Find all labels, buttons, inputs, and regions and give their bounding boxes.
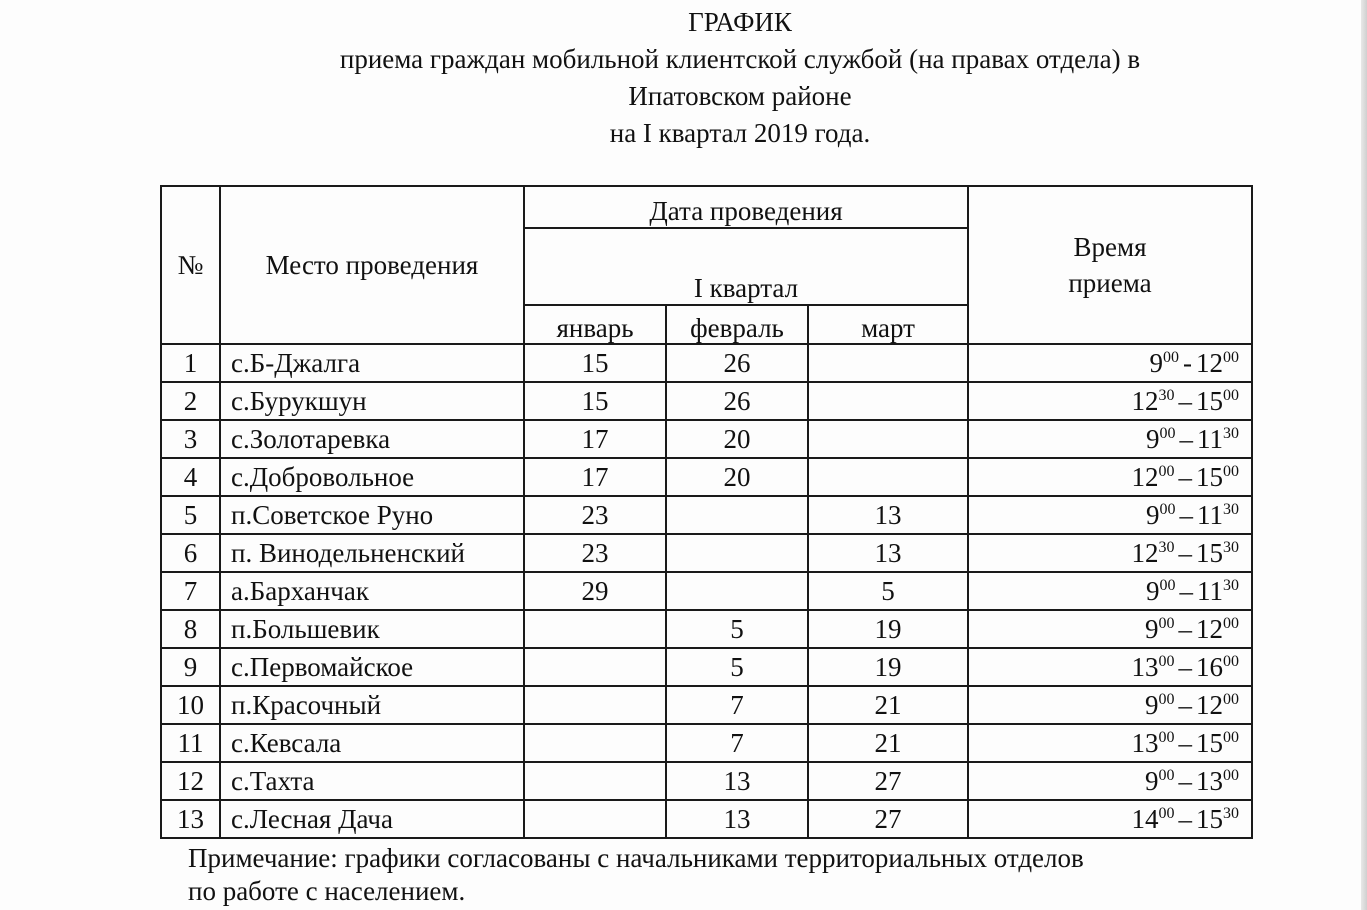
time-start-hour: 12 [1131,538,1159,568]
row-place: п.Красочный [220,686,524,724]
table-row [161,382,1252,420]
time-separator: – [1178,804,1192,834]
column-header-time [968,186,1252,344]
time-end-minutes: 00 [1223,653,1239,670]
row-number: 13 [161,800,220,838]
row-march-day: 13 [808,534,968,572]
time-start-minutes: 00 [1158,691,1175,708]
time-end-minutes: 00 [1223,615,1239,632]
time-start-minutes: 00 [1159,577,1176,594]
time-end-hour: 12 [1196,690,1223,720]
row-place: п. Винодельненский [220,534,524,572]
row-january-day [524,648,666,686]
row-place: с.Б-Джалга [220,344,524,382]
time-separator: – [1179,500,1193,530]
row-march-day [808,420,968,458]
time-separator: – [1178,690,1192,720]
time-start-minutes: 00 [1163,349,1179,366]
time-start-hour: 9 [1146,576,1160,606]
time-end-minutes: 30 [1223,577,1239,594]
row-reception-time [968,800,1252,838]
row-place: а.Барханчак [220,572,524,610]
time-end-minutes: 30 [1223,805,1239,822]
column-header-number: № [161,186,220,344]
time-end-minutes: 00 [1223,691,1239,708]
row-january-day: 29 [524,572,666,610]
row-number: 10 [161,686,220,724]
schedule-table [160,185,1253,839]
time-end-minutes: 00 [1223,349,1239,366]
time-start-minutes: 30 [1158,539,1175,556]
row-number: 6 [161,534,220,572]
time-end-hour: 15 [1196,462,1223,492]
row-march-day: 19 [808,648,968,686]
row-number: 11 [161,724,220,762]
time-end-minutes: 30 [1223,501,1239,518]
time-end-minutes: 30 [1223,425,1239,442]
time-end-hour: 11 [1197,424,1223,454]
row-february-day: 26 [666,344,808,382]
row-number: 2 [161,382,220,420]
document-subtitle-line-1: приема граждан мобильной клиентской службой (на правах отдела) в [339,44,1141,74]
row-january-day [524,686,666,724]
document-header [0,4,1367,152]
row-january-day [524,800,666,838]
row-number: 4 [161,458,220,496]
document-subtitle-line-3: на I квартал 2019 года. [609,118,871,148]
time-end-minutes: 00 [1223,729,1239,746]
row-february-day: 26 [666,382,808,420]
footnote-line-2: по работе с населением. [188,876,466,906]
row-reception-time [968,610,1252,648]
row-place: п.Большевик [220,610,524,648]
row-place: с.Первомайское [220,648,524,686]
time-start-hour: 12 [1131,386,1159,416]
table-row [161,344,1252,382]
row-january-day: 17 [524,420,666,458]
time-start-minutes: 00 [1158,615,1175,632]
row-place: с.Тахта [220,762,524,800]
document-title: ГРАФИК [688,7,792,37]
table-row [161,458,1252,496]
row-reception-time [968,496,1252,534]
row-place: с.Добровольное [220,458,524,496]
time-start-minutes: 30 [1158,387,1175,404]
row-reception-time [968,762,1252,800]
row-january-day: 15 [524,382,666,420]
time-start-minutes: 00 [1159,425,1176,442]
time-end-hour: 15 [1196,386,1223,416]
row-number: 8 [161,610,220,648]
row-number: 7 [161,572,220,610]
time-end-minutes: 30 [1223,539,1239,556]
row-january-day [524,762,666,800]
time-end-minutes: 00 [1223,463,1239,480]
time-start-hour: 9 [1145,690,1159,720]
time-separator: - [1183,348,1192,378]
row-reception-time [968,534,1252,572]
time-separator: – [1178,766,1192,796]
row-march-day: 21 [808,724,968,762]
time-start-minutes: 00 [1159,501,1176,518]
row-february-day: 20 [666,458,808,496]
row-number: 9 [161,648,220,686]
column-header-date: Дата проведения [524,186,968,228]
time-end-hour: 15 [1196,538,1223,568]
row-february-day: 7 [666,724,808,762]
time-start-hour: 9 [1146,500,1160,530]
time-start-hour: 9 [1145,614,1159,644]
column-header-place: Место проведения [220,186,524,344]
row-place: с.Кевсала [220,724,524,762]
row-reception-time [968,648,1252,686]
time-separator: – [1178,652,1192,682]
column-header-month: март [808,305,968,344]
time-end-hour: 16 [1196,652,1223,682]
time-end-hour: 13 [1196,766,1223,796]
time-separator: – [1179,424,1193,454]
row-january-day: 15 [524,344,666,382]
row-reception-time [968,382,1252,420]
row-february-day [666,572,808,610]
time-start-hour: 12 [1131,462,1159,492]
time-start-hour: 9 [1146,424,1160,454]
table-row [161,762,1252,800]
row-number: 3 [161,420,220,458]
row-number: 1 [161,344,220,382]
row-march-day: 5 [808,572,968,610]
row-march-day: 13 [808,496,968,534]
table-row [161,420,1252,458]
row-february-day [666,534,808,572]
row-march-day [808,344,968,382]
time-end-hour: 15 [1196,728,1223,758]
row-march-day [808,382,968,420]
table-row [161,496,1252,534]
scan-edge [1361,0,1367,910]
row-reception-time [968,686,1252,724]
row-place: п.Советское Руно [220,496,524,534]
row-reception-time [968,572,1252,610]
row-february-day: 5 [666,648,808,686]
row-february-day: 20 [666,420,808,458]
time-start-minutes: 00 [1158,729,1175,746]
row-january-day [524,724,666,762]
time-end-minutes: 00 [1223,767,1239,784]
time-end-hour: 12 [1196,348,1223,378]
time-start-hour: 9 [1145,766,1159,796]
column-header-month: январь [524,305,666,344]
row-january-day: 17 [524,458,666,496]
table-row [161,724,1252,762]
footnote-line-1: Примечание: графики согласованы с начальниками территориальных отделов [188,843,1084,873]
time-separator: – [1179,576,1193,606]
footnote [188,842,1288,908]
row-february-day: 5 [666,610,808,648]
time-separator: – [1178,462,1192,492]
time-start-minutes: 00 [1158,767,1175,784]
row-place: с.Золотаревка [220,420,524,458]
document-subtitle-line-2: Ипатовском районе [628,81,852,111]
row-reception-time [968,344,1252,382]
time-separator: – [1178,614,1192,644]
time-end-minutes: 00 [1223,387,1239,404]
time-separator: – [1178,386,1192,416]
row-reception-time [968,420,1252,458]
row-place: с.Лесная Дача [220,800,524,838]
table-row [161,572,1252,610]
time-separator: – [1178,728,1192,758]
time-end-hour: 12 [1196,614,1223,644]
row-reception-time [968,724,1252,762]
row-march-day [808,458,968,496]
time-start-minutes: 00 [1158,805,1175,822]
row-january-day [524,610,666,648]
time-start-hour: 14 [1131,804,1159,834]
time-end-hour: 15 [1196,804,1223,834]
time-end-hour: 11 [1197,576,1223,606]
row-number: 5 [161,496,220,534]
column-header-time-line-2: приема [1068,268,1152,298]
row-march-day: 19 [808,610,968,648]
row-march-day: 27 [808,762,968,800]
time-end-hour: 11 [1197,500,1223,530]
row-reception-time [968,458,1252,496]
row-february-day: 7 [666,686,808,724]
row-january-day: 23 [524,534,666,572]
time-separator: – [1178,538,1192,568]
time-start-hour: 13 [1131,728,1159,758]
time-start-hour: 9 [1149,348,1163,378]
row-march-day: 27 [808,800,968,838]
row-february-day: 13 [666,800,808,838]
time-start-hour: 13 [1131,652,1159,682]
row-february-day: 13 [666,762,808,800]
table-row [161,534,1252,572]
table-row [161,648,1252,686]
time-start-minutes: 00 [1158,653,1175,670]
table-row [161,800,1252,838]
table-row [161,686,1252,724]
row-february-day [666,496,808,534]
row-place: с.Бурукшун [220,382,524,420]
table-row [161,610,1252,648]
column-header-month: февраль [666,305,808,344]
row-number: 12 [161,762,220,800]
column-header-time-line-1: Время [1073,232,1147,262]
time-start-minutes: 00 [1158,463,1175,480]
column-header-quarter: I квартал [524,228,968,305]
row-march-day: 21 [808,686,968,724]
row-january-day: 23 [524,496,666,534]
